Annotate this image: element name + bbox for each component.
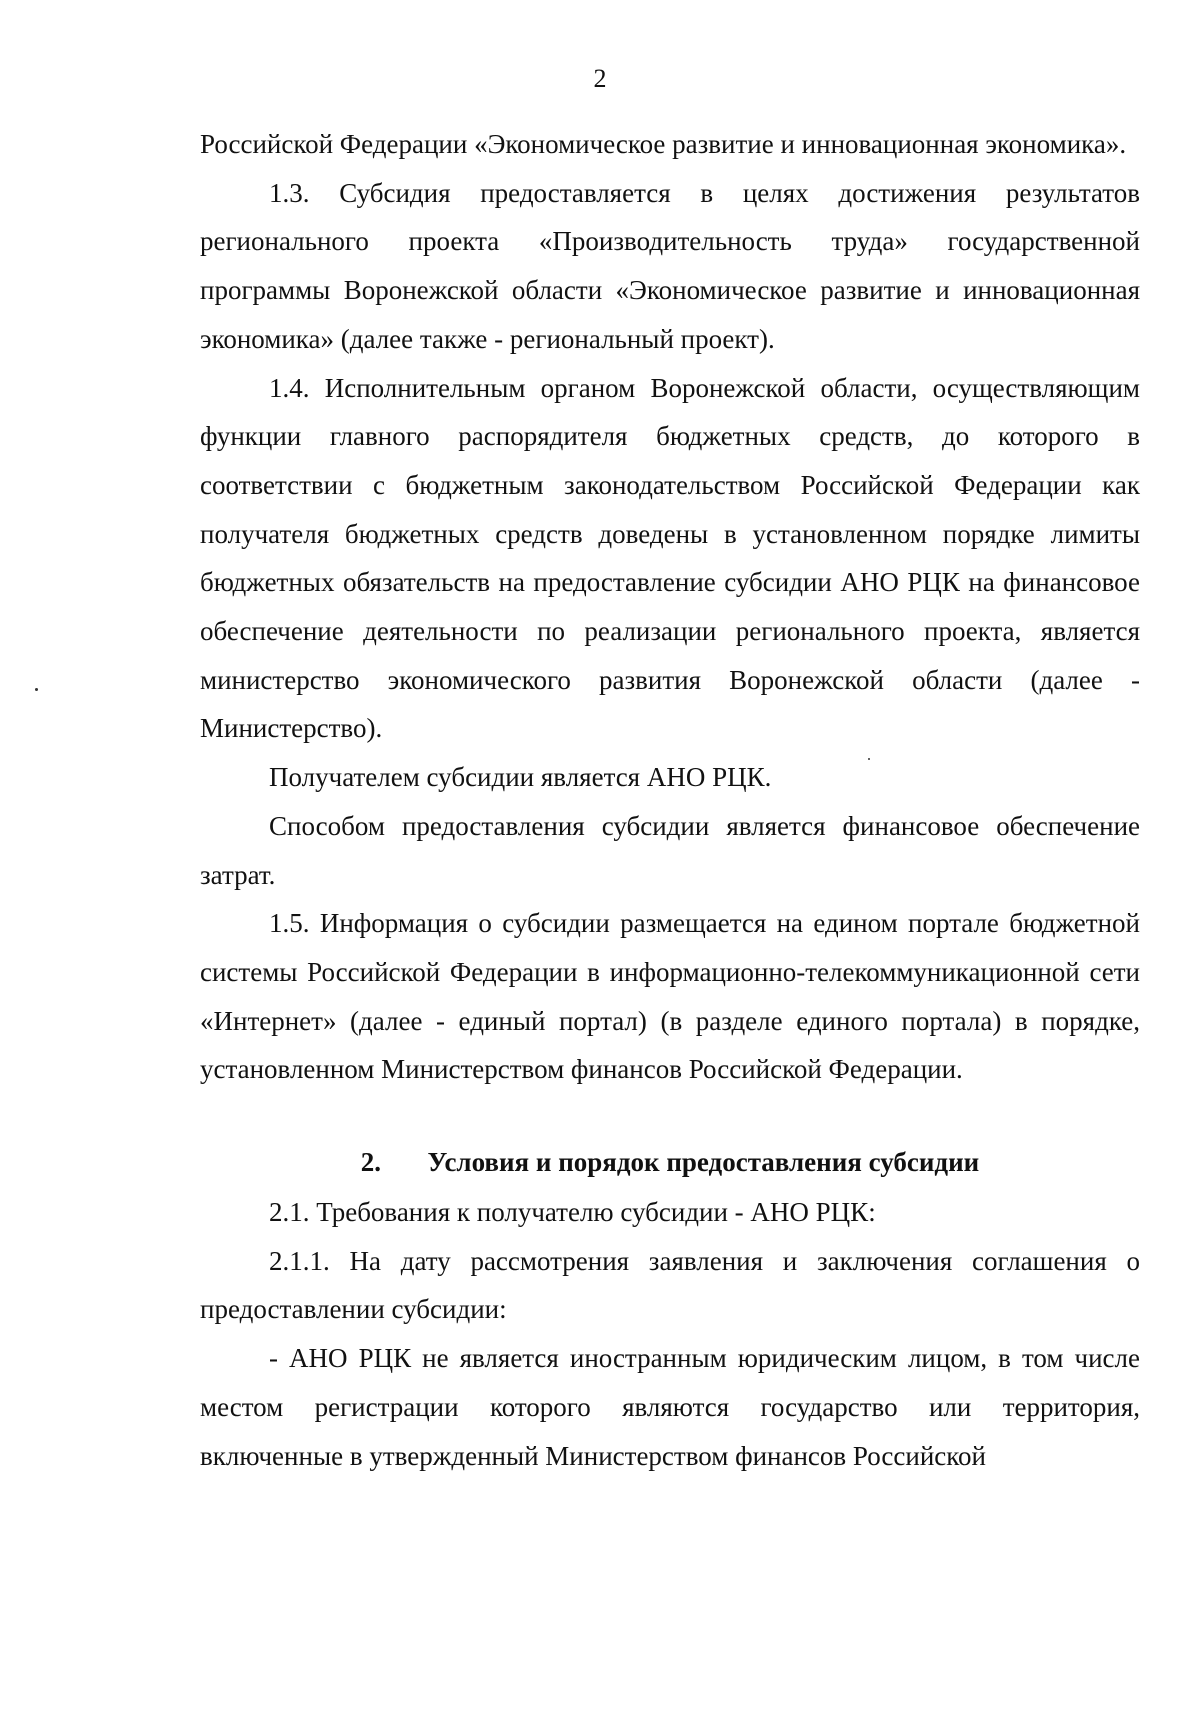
scan-speck (868, 758, 870, 760)
section-2-number: 2. (360, 1147, 382, 1178)
paragraph-1-5: 1.5. Информация о субсидии размещается на едином портале бюджетной системы Российской Федерации в информационно-телекоммуникационной сети «Интернет» (далее - единый портал) (в разделе единого портала) в порядке, установленном Министерством финансов Российской Федерации. (200, 908, 1140, 1085)
paragraph-recipient: Получателем субсидии является АНО РЦК. (269, 762, 772, 793)
paragraph-method: Способом предоставления субсидии является финансовое обеспечение затрат. (200, 810, 1140, 890)
document-body (200, 120, 1140, 1480)
page-number: 2 (593, 64, 607, 93)
section-2-title: Условия и порядок предоставления субсидии (427, 1147, 980, 1178)
paragraph-2-1-1: 2.1.1. На дату рассмотрения заявления и заключения соглашения о предоставлении субсидии: (200, 1245, 1140, 1325)
scan-speck (35, 688, 38, 691)
paragraph-1-4: 1.4. Исполнительным органом Воронежской области, осуществляющим функции главного распорядителя бюджетных средств, до которого в соответствии с бюджетным законодательством Российской Федерации как получателя бюджетных средств доведены в установленном порядке лимиты бюджетных обязательств на предоставление субсидии АНО РЦК на финансовое обеспечение деятельности по реализации регионального проекта, является министерство экономического развития Воронежской области (далее - Министерство). (200, 372, 1140, 744)
section-2-heading (200, 1136, 1140, 1188)
paragraph-bullet: - АНО РЦК не является иностранным юридическим лицом, в том числе местом регистрации которого являются государство или территория, включенные в утвержденный Министерством финансов Российской (200, 1343, 1140, 1471)
paragraph-2-1: 2.1. Требования к получателю субсидии - АНО РЦК: (269, 1197, 876, 1228)
paragraph-continuation: Российской Федерации «Экономическое развитие и инновационная экономика». (200, 129, 1127, 159)
paragraph-1-3: 1.3. Субсидия предоставляется в целях достижения результатов регионального проекта «Производительность труда» государственной программы Воронежской области «Экономическое развитие и инновационная экономика» (далее также - региональный проект). (200, 177, 1140, 354)
